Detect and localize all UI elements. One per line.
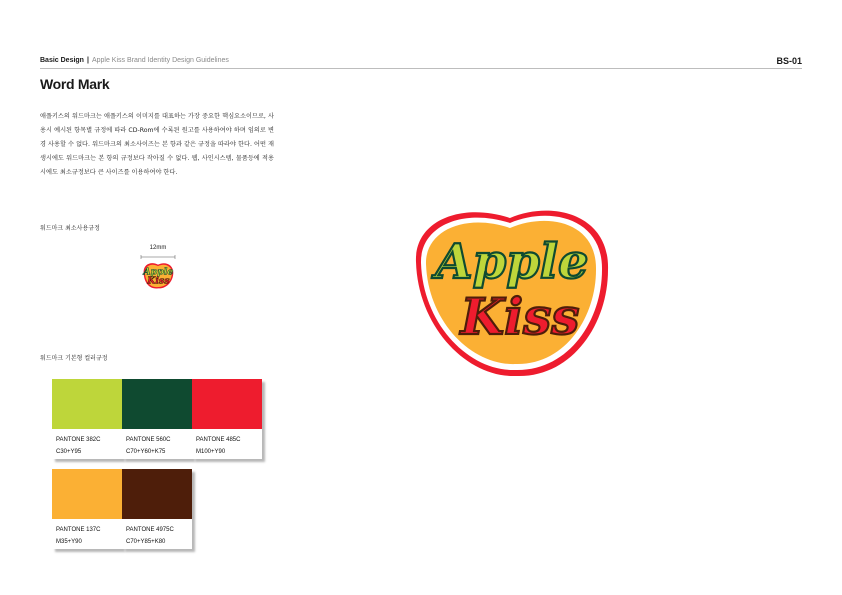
cmyk-value: C70+Y60+K75 — [126, 449, 166, 455]
pantone-code: PANTONE 560C — [126, 437, 171, 443]
swatch-pantone-485c — [192, 379, 262, 459]
wordmark-kiss: Kiss — [460, 287, 580, 346]
svg-text:Kiss: Kiss — [147, 275, 170, 287]
header-separator: | — [86, 57, 89, 64]
header-divider — [40, 68, 802, 69]
page-code: BS-01 — [776, 56, 802, 66]
color-chip — [122, 379, 192, 429]
color-chip — [52, 379, 122, 429]
body-paragraph: 애플키스의 워드마크는 애플키스의 이미지를 대표하는 가장 중요한 핵심요소이므로, 사용시 예시된 항목별 규정에 따라 CD-Rom에 수록된 원고를 사용하여야 하며 임의로 변경 사용할 수 없다. 워드마크의 최소사이즈는 본 항과 같은 규정을 따라야 한다. 어떤 재생시에도 워드마크는 본 항의 규정보다 작아질 수 없다. 웹, 사인시스템, 물품등에 적용시에도 최소규정보다 큰 사이즈를 이용하여야 한다. — [40, 113, 274, 176]
cmyk-value: C30+Y95 — [56, 449, 82, 455]
header-subtitle: Apple Kiss Brand Identity Design Guidelines — [91, 57, 229, 64]
color-chip — [52, 469, 122, 519]
mini-wordmark-logo — [140, 259, 176, 291]
min-size-spec — [138, 245, 178, 287]
swatch-pantone-4975c — [122, 469, 192, 549]
min-size-label: 워드마크 최소사용규정 — [40, 225, 100, 232]
cmyk-value: C70+Y85+K80 — [126, 539, 166, 545]
cmyk-value: M35+Y90 — [56, 539, 82, 545]
page-title: Word Mark — [40, 76, 110, 92]
swatch-pantone-382c — [52, 379, 122, 459]
color-chip — [192, 379, 262, 429]
swatch-pantone-137c — [52, 469, 122, 549]
pantone-code: PANTONE 382C — [56, 437, 101, 443]
svg-text:Apple: Apple — [143, 266, 174, 278]
min-size-measure: 12mm — [149, 245, 167, 251]
color-chip — [122, 469, 192, 519]
wordmark-apple: Apple — [435, 234, 589, 290]
apple-kiss-wordmark-logo — [412, 200, 612, 378]
color-spec-label: 워드마크 기본형 컬러규정 — [40, 355, 108, 362]
header-section: Basic Design — [40, 57, 84, 64]
cmyk-value: M100+Y90 — [196, 449, 226, 455]
pantone-code: PANTONE 485C — [196, 437, 241, 443]
swatch-pantone-560c — [122, 379, 192, 459]
pantone-code: PANTONE 4975C — [126, 527, 174, 533]
pantone-code: PANTONE 137C — [56, 527, 101, 533]
